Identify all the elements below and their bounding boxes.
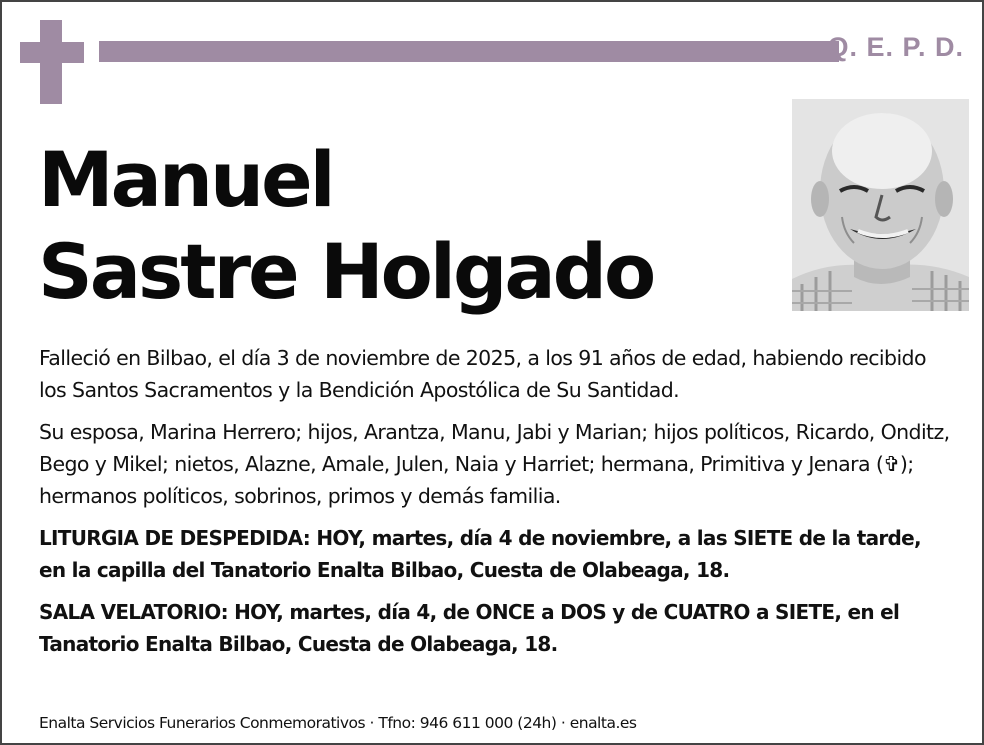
deceased-name (38, 134, 653, 318)
header-band (99, 41, 839, 62)
cross-icon (20, 20, 84, 104)
funeral-home-footer: Enalta Servicios Funerarios Conmemorativos · Tfno: 946 611 000 (24h) · enalta.es (39, 714, 637, 732)
name-second-line: Sastre Holgado (38, 227, 654, 316)
liturgy-notice: LITURGIA DE DESPEDIDA: HOY, martes, día 4 de noviembre, a las SIETE de la tarde, en la capilla del Tanatorio Enalta Bilbao, Cuesta de Olabeaga, 18. (39, 526, 921, 582)
wake-notice: SALA VELATORIO: HOY, martes, día 4, de ONCE a DOS y de CUATRO a SIETE, en el Tanatorio Enalta Bilbao, Cuesta de Olabeaga, 18. (39, 600, 900, 656)
obituary-text (39, 342, 951, 670)
name-first-line: Manuel (38, 135, 333, 224)
family-notice: Su esposa, Marina Herrero; hijos, Arantza, Manu, Jabi y Marian; hijos políticos, Ricardo, Onditz, Bego y Mikel; nietos, Alazne, Amale, Julen, Naia y Harriet; hermana, Primitiva y Jenara (✞); hermanos políticos, sobrinos, primos y demás familia. (39, 420, 950, 508)
qepd-label: Q. E. P. D. (827, 32, 964, 62)
portrait-photo (792, 99, 969, 311)
death-notice: Falleció en Bilbao, el día 3 de noviembre de 2025, a los 91 años de edad, habiendo recibido los Santos Sacramentos y la Bendición Apostólica de Su Santidad. (39, 346, 926, 402)
